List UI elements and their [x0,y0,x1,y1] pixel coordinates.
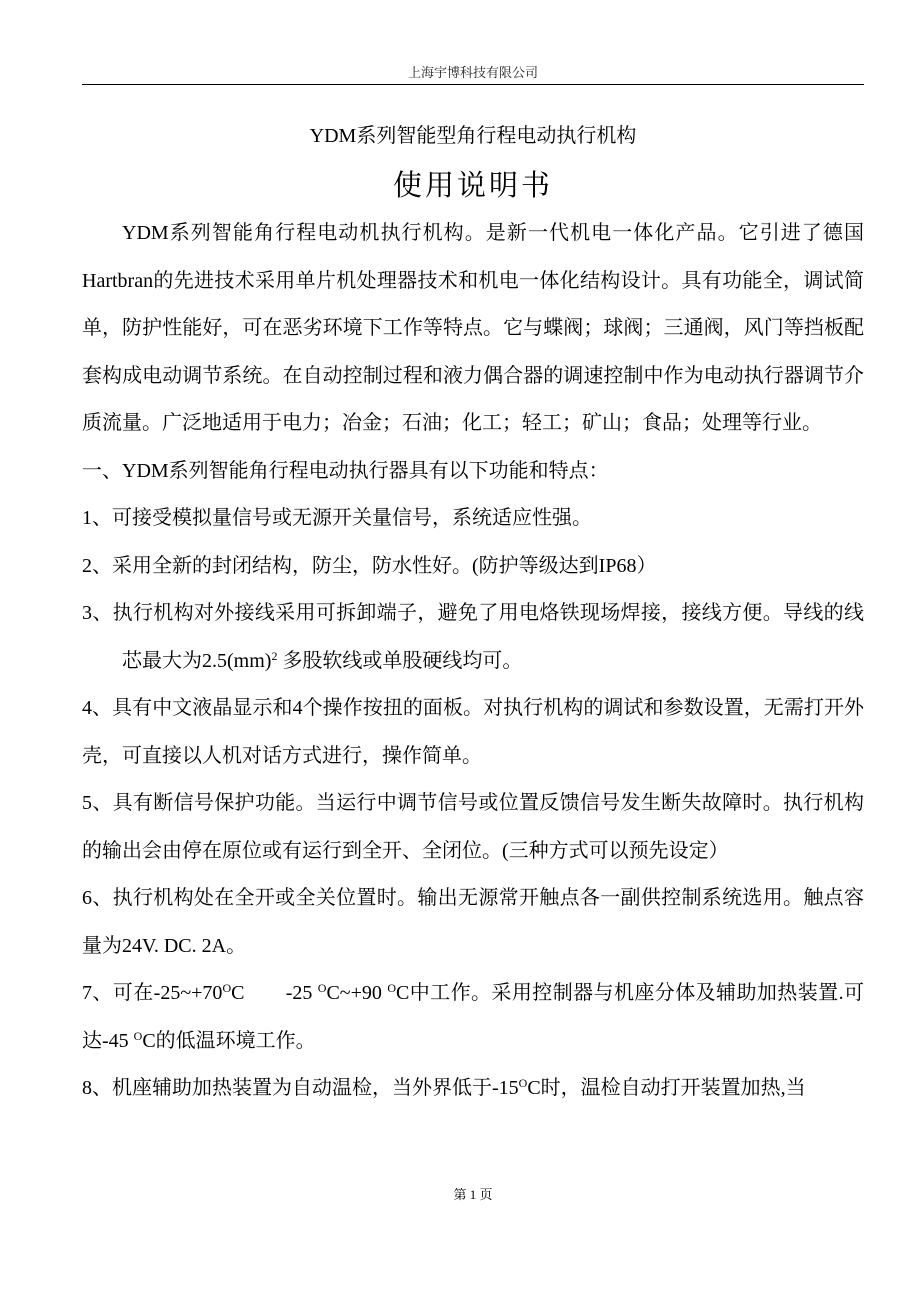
degree-mark: O [518,1075,528,1090]
header-company-name: 上海宇博科技有限公司 [407,65,538,80]
feature-item-7-text: 7、可在-25~+70 [82,982,223,1004]
feature-item-7 [82,970,864,1065]
feature-item-7-text: C的低温环境工作。 [142,1029,316,1052]
degree-mark: O [387,980,396,995]
degree-mark: O [133,1028,143,1043]
feature-item-4: 4、具有中文液晶显示和4个操作按扭的面板。对执行机构的调试和参数设置，无需打开外壳，可直接以人机对话方式进行，操作简单。 [82,697,864,767]
intro-paragraph: YDM系列智能角行程电动机执行机构。是新一代机电一体化产品。它引进了德国Hartbran的先进技术采用单片机处理器技术和机电一体化结构设计。具有功能全，调试简单，防护性能好，可在恶劣环境下工作等特点。它与蝶阀；球阀；三通阀，风门等挡板配套构成电动调节系统。在自动控制过程和液力偶合器的调速控制中作为电动执行器调节介质流量。广泛地适用于电力；冶金；石油；化工；轻工；矿山；食品；处理等行业。 [82,222,864,434]
superscript: 2 [271,648,278,663]
feature-item-3-text-end: 多股软线或单股硬线均可。 [277,649,523,672]
header-divider [82,84,864,85]
feature-item-3-text: 3、执行机构对外接线采用可拆卸端子，避免了用电烙铁现场焊接，接线方便。导线的线芯最大为2.5(mm) [82,602,864,672]
section-heading: 一、YDM系列智能角行程电动执行器具有以下功能和特点： [82,459,609,482]
degree-mark: O [222,980,232,995]
page-header [82,64,864,82]
feature-item-7-text: C中工作。采用控制器与机座分体及辅助加热装置.可达-45 [82,982,864,1052]
document-subtitle: 使用说明书 [392,170,553,202]
feature-item-7-text: C -25 [231,982,318,1004]
feature-item-2: 2、采用全新的封闭结构，防尘，防水性好。(防护等级达到IP68） [82,554,657,577]
feature-item-3 [82,590,864,685]
page-footer [82,1186,864,1204]
feature-item-8-text: 8、机座辅助加热装置为自动温检，当外界低于-15 [82,1077,519,1099]
feature-item-5: 5、具有断信号保护功能。当运行中调节信号或位置反馈信号发生断失故障时。执行机构的输出会由停在原位或有运行到全开、全闭位。(三种方式可以预先设定） [82,792,864,862]
degree-mark: O [317,980,327,995]
feature-item-7-text: C~+90 [326,982,388,1004]
document-title: YDM系列智能型角行程电动执行机构 [309,125,637,147]
feature-item-8 [82,1065,864,1113]
document-body [82,210,864,1113]
feature-item-6: 6、执行机构处在全开或全关位置时。输出无源常开触点各一副供控制系统选用。触点容量为24V. DC. 2A。 [82,887,864,957]
page-number: 第 1 页 [453,1187,493,1202]
feature-item-1: 1、可接受模拟量信号或无源开关量信号，系统适应性强。 [82,507,592,529]
feature-item-8-text: C时，温检自动打开装置加热,当 [527,1077,806,1099]
